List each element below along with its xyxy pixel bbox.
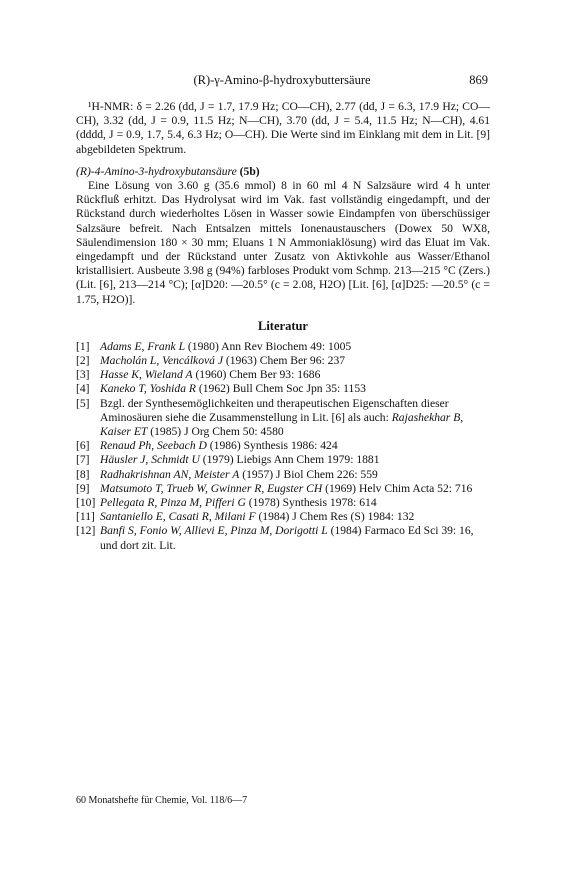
reference-source: (1969) Helv Chim Acta 52: 716 [322,481,473,495]
reference-source: (1963) Chem Ber 96: 237 [223,354,346,368]
procedure-paragraph: Eine Lösung von 3.60 g (35.6 mmol) 8 in 60 ml 4 N Salzsäure wird 4 h unter Rückfluß erhitzt. Das Hydrolysat wird im Vak. fast vollständig eingedampft, und der Rückstand durch wiederholtes Lösen in Wasser sowie Eindampfen von überschüssiger Salzsäure befreit. Nach Entsalzen mittels Ionenaustauschers (Dowex 50 WX8, Säulendimension 180 × 30 mm; Eluans 1 N Ammoniaklösung) wird das Eluat im Vak. eingedampft und der Rückstand unter Zusatz von Aktivkohle aus Wasser/Ethanol kristallisiert. Ausbeute 3.98 g (94%) farbloses Produkt vom Schmp. 213—215 °C (Zers.) (Lit. [6], 213—214 °C); [α]D20: —20.5° (c = 2.08, H2O) [Lit. [6], [α]D25: —20.5° (c = 1.75, H2O)]. [76,179,490,306]
reference-item [76,496,490,510]
page-footer: 60 Monatshefte für Chemie, Vol. 118/6—7 [76,795,248,806]
reference-number: [11] [76,510,95,524]
reference-source: (1962) Bull Chem Soc Jpn 35: 1153 [195,382,366,396]
reference-item [76,368,490,382]
reference-authors: Häusler J, Schmidt U [100,453,200,467]
reference-authors: Macholán L, Vencálková J [100,354,223,368]
reference-number: [10] [76,496,96,510]
reference-source: (1957) J Biol Chem 226: 559 [239,467,378,481]
reference-list [76,340,490,553]
running-head [76,73,488,89]
reference-item [76,340,490,354]
reference-item [76,439,490,453]
reference-item [76,468,490,482]
reference-number: [12] [76,524,96,538]
reference-number: [6] [76,439,90,453]
reference-authors: Kaneko T, Yoshida R [100,382,196,396]
reference-authors: Radhakrishnan AN, Meister A [100,467,240,481]
reference-authors: Matsumoto T, Trueb W, Gwinner R, Eugster CH [100,481,323,495]
reference-number: [2] [76,354,90,368]
reference-item [76,510,490,524]
reference-source: (1980) Ann Rev Biochem 49: 1005 [185,339,352,353]
literature-heading: Literatur [258,318,308,333]
running-title: (R)-γ-Amino-β-hydroxybuttersäure [193,73,371,87]
reference-authors: Hasse K, Wieland A [100,368,193,382]
reference-number: [3] [76,368,90,382]
reference-source: (1979) Liebigs Ann Chem 1979: 1881 [199,453,380,467]
reference-number: [7] [76,453,90,467]
reference-source: (1960) Chem Ber 93: 1686 [192,368,321,382]
reference-number: [8] [76,467,90,481]
reference-item [76,524,490,552]
reference-source: (1984) J Chem Res (S) 1984: 132 [255,510,415,524]
reference-number: [1] [76,339,90,353]
reference-authors: Rajashekhar B, Kaiser ET [100,410,464,439]
reference-authors: Adams E, Frank L [100,339,186,353]
reference-item [76,453,490,467]
reference-source: (1986) Synthesis 1986: 424 [206,439,338,453]
reference-authors: Banfi S, Fonio W, Allievi E, Pinza M, Dorigotti L [100,524,328,538]
reference-number: [9] [76,481,90,495]
reference-authors: Santaniello E, Casati R, Milani F [100,510,256,524]
reference-item [76,354,490,368]
compound-label: (5b) [239,164,260,178]
reference-source: (1978) Synthesis 1978: 614 [245,496,377,510]
reference-item [76,482,490,496]
reference-authors: Pellegata R, Pinza M, Pifferi G [100,496,246,510]
reference-authors: Renaud Ph, Seebach D [100,439,207,453]
compound-name: (R)-4-Amino-3-hydroxybutansäure [76,164,237,178]
reference-source: (1985) J Org Chem 50: 4580 [147,425,284,439]
reference-item [76,382,490,396]
compound-heading [76,165,490,179]
reference-source: Bzgl. der Synthesemöglichkeiten und therapeutischen Eigenschaften dieser Aminosäuren siehe die Zusammenstellung in Lit. [6] als auch: [100,396,449,424]
reference-item [76,397,490,440]
reference-number: [4] [76,382,90,396]
body-text [76,100,490,553]
reference-number: [5] [76,396,90,410]
nmr-paragraph: ¹H-NMR: δ = 2.26 (dd, J = 1.7, 17.9 Hz; CO—CH), 2.77 (dd, J = 6.3, 17.9 Hz; CO—CH), 3.32 (dd, J = 0.9, 11.5 Hz; N—CH), 3.70 (dd, J = 5.4, 11.5 Hz; N—CH), 4.61 (dddd, J = 0.9, 1.7, 5.4, 6.3 Hz; O—CH). Die Werte sind im Einklang mit dem in Lit. [9] abgebildeten Spektrum. [76,100,490,156]
reference-source: (1984) Farmaco Ed Sci 39: 16, und dort zit. Lit. [100,524,474,552]
page-number: 869 [469,73,488,87]
